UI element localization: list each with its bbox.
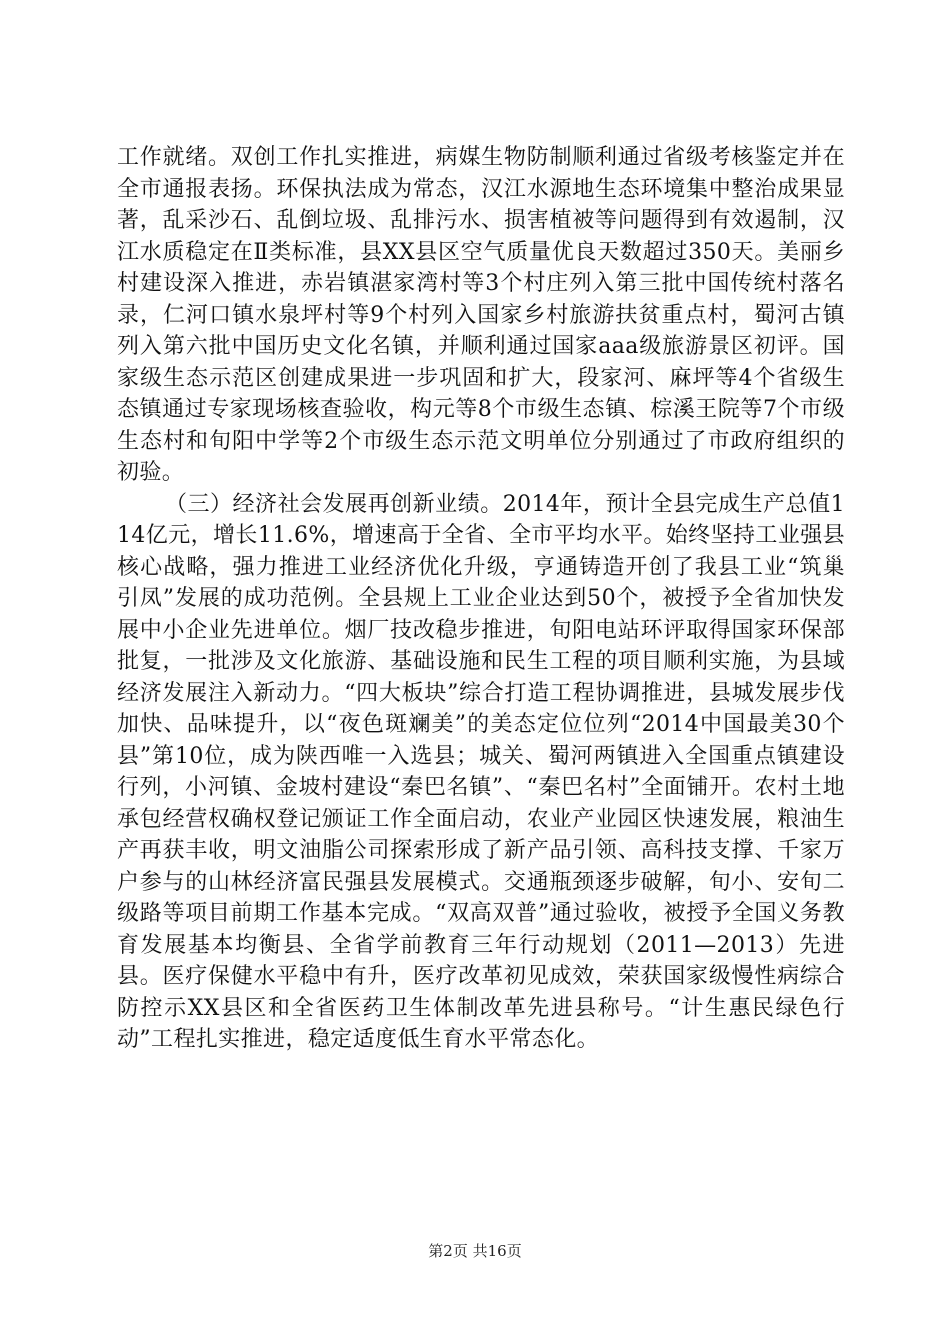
- paragraph-continuation: 工作就绪。双创工作扎实推进，病媒生物防制顺利通过省级考核鉴定并在全市通报表扬。环保执法成为常态，汉江水源地生态环境集中整治成果显著，乱采沙石、乱倒垃圾、乱排污水、损害植被等问题得到有效遏制，汉江水质稳定在Ⅱ类标准，县XX县区空气质量优良天数超过350天。美丽乡村建设深入推进，赤岩镇湛家湾村等3个村庄列入第三批中国传统村落名录，仁河口镇水泉坪村等9个村列入国家乡村旅游扶贫重点村，蜀河古镇列入第六批中国历史文化名镇，并顺利通过国家aaa级旅游景区初评。国家级生态示范区创建成果进一步巩固和扩大，段家河、麻坪等4个省级生态镇通过专家现场核查验收，构元等8个市级生态镇、棕溪王院等7个市级生态村和旬阳中学等2个市级生态示范文明单位分别通过了市政府组织的初验。: [117, 145, 845, 485]
- document-body: [117, 142, 845, 1056]
- page-number-footer: 第2页 共16页: [428, 1242, 522, 1260]
- paragraph-section-three: （三）经济社会发展再创新业绩。2014年，预计全县完成生产总值114亿元，增长11.6%，增速高于全省、全市平均水平。始终坚持工业强县核心战略，强力推进工业经济优化升级，亨通铸造开创了我县工业“筑巢引凤”发展的成功范例。全县规上工业企业达到50个，被授予全省加快发展中小企业先进单位。烟厂技改稳步推进，旬阳电站环评取得国家环保部批复，一批涉及文化旅游、基础设施和民生工程的项目顺利实施，为县域经济发展注入新动力。“四大板块”综合打造工程协调推进，县城发展步伐加快、品味提升，以“夜色斑斓美”的美态定位位列“2014中国最美30个县”第10位，成为陕西唯一入选县；城关、蜀河两镇进入全国重点镇建设行列，小河镇、金坡村建设“秦巴名镇”、“秦巴名村”全面铺开。农村土地承包经营权确权登记颁证工作全面启动，农业产业园区快速发展，粮油生产再获丰收，明文油脂公司探索形成了新产品引领、高科技支撑、千家万户参与的山林经济富民强县发展模式。交通瓶颈逐步破解，旬小、安旬二级路等项目前期工作基本完成。“双高双普”通过验收，被授予全国义务教育发展基本均衡县、全省学前教育三年行动规划（2011—2013）先进县。医疗保健水平稳中有升，医疗改革初见成效，荣获国家级慢性病综合防控示XX县区和全省医药卫生体制改革先进县称号。“计生惠民绿色行动”工程扎实推进，稳定适度低生育水平常态化。: [117, 491, 845, 1052]
